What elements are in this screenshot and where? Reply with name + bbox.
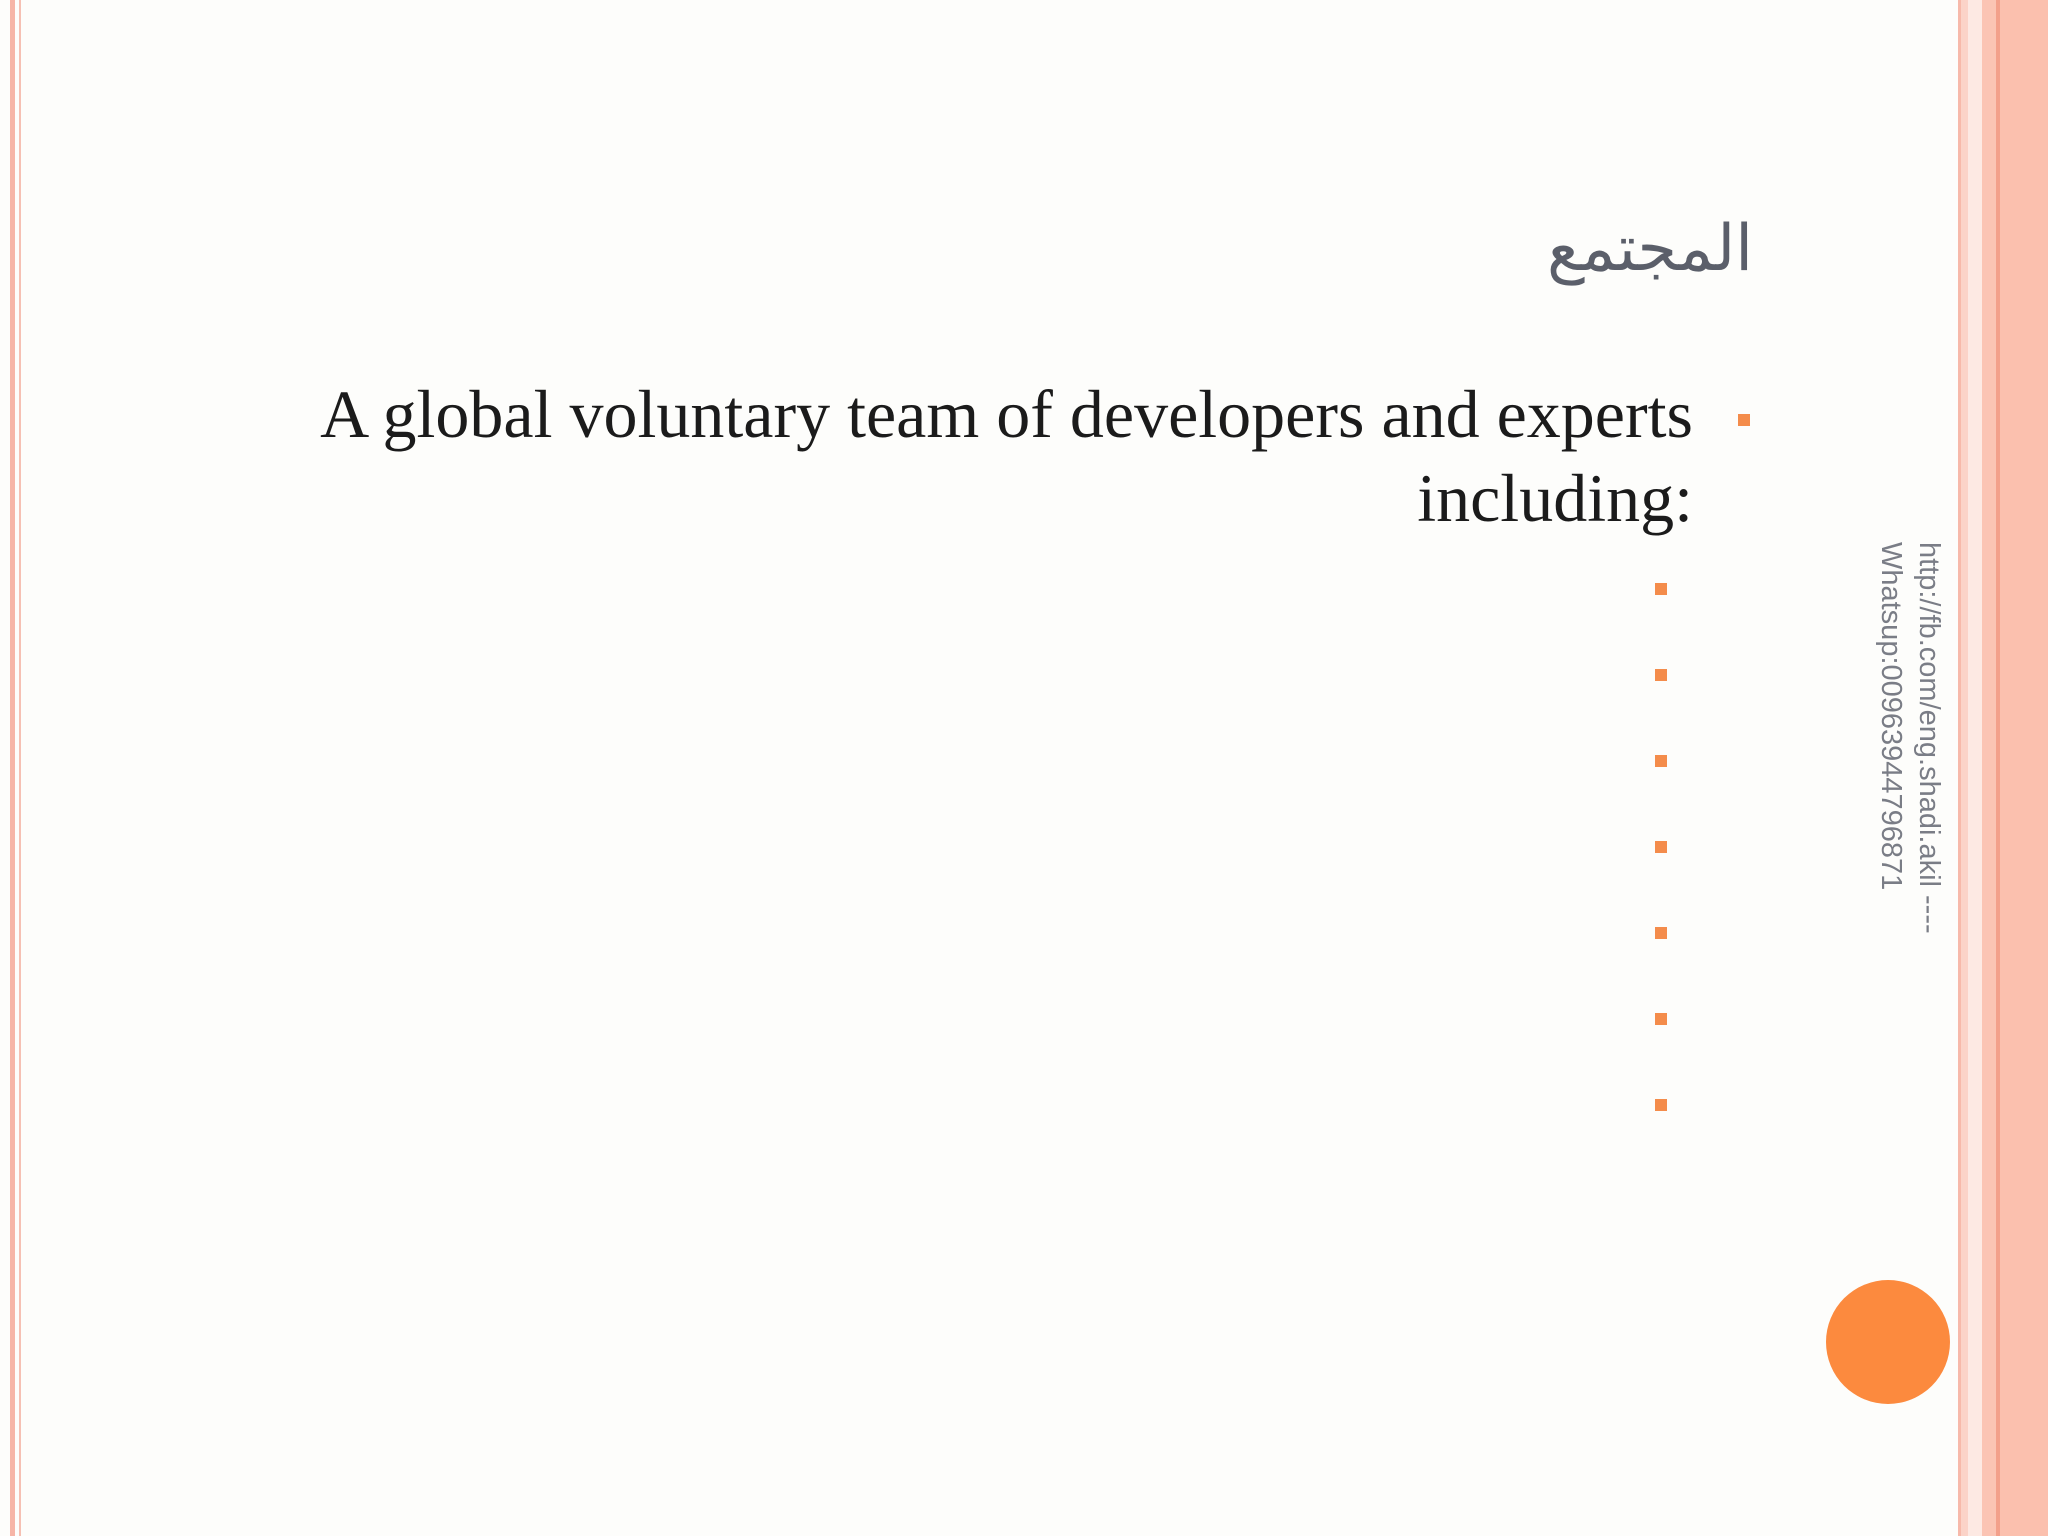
square-bullet-icon	[1655, 1013, 1667, 1025]
side-contact-note	[1875, 542, 1948, 1002]
square-bullet-icon	[1655, 841, 1667, 853]
slide-title: المجتمع	[1547, 212, 1753, 286]
orange-circle-decoration	[1826, 1280, 1950, 1404]
square-bullet-icon	[1738, 414, 1750, 426]
left-border-line	[10, 0, 15, 1536]
right-border-band	[2000, 0, 2048, 1536]
right-border-band	[1982, 0, 1996, 1536]
side-note-line: Whatsup:00963944796871	[1875, 542, 1907, 891]
square-bullet-icon	[1655, 583, 1667, 595]
main-bullet-text: A global voluntary team of developers and experts including:	[320, 376, 1693, 536]
square-bullet-icon	[1655, 1099, 1667, 1111]
left-border-line-thin	[19, 0, 21, 1536]
square-bullet-icon	[1655, 927, 1667, 939]
square-bullet-icon	[1655, 669, 1667, 681]
right-border-band	[1961, 0, 1968, 1536]
side-note-line: http://fb.com/eng.shadi.akil ----	[1913, 542, 1945, 934]
square-bullet-icon	[1655, 755, 1667, 767]
right-border-band	[1968, 0, 1982, 1536]
